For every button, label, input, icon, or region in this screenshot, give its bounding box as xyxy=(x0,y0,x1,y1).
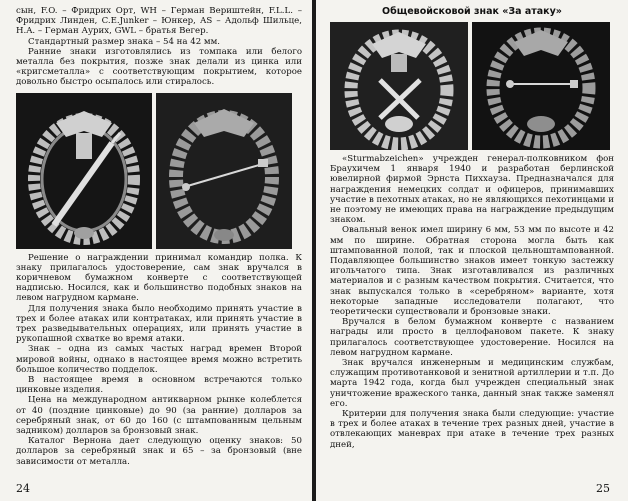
left-paragraph-4: Решение о награждении принимал командир полка. К знаку прилагалось удостоверение, сам знак вручался в коричневом бумажном конверте с соответствующей надписью. Носился, как и большинство подобных знаков на левом нагрудном кармане. xyxy=(16,252,302,304)
left-photos xyxy=(16,93,302,249)
left-paragraph-9: Каталог Вернона дает следующую оценку знаков: 50 долларов за серебряный знак и 65 – за бронзовый (вне зависимости от металла. xyxy=(16,436,302,467)
left-paragraph-2: Стандартный размер знака – 54 на 42 мм. xyxy=(28,36,221,47)
left-top-text xyxy=(16,6,302,88)
section-heading: Общевойсковой знак «За атаку» xyxy=(382,6,562,17)
right-paragraph-5: Критерии для получения знака были следующие: участие в трех и более атаках в течение трех разных дней, участие в отвлекающих маневрах при атаке в течение трех разных дней, xyxy=(330,409,614,450)
left-paragraph-8: Цена на международном антикварном рынке колеблется от 40 (поздние цинковые) до 90 (за ранние) долларов за серебряный знак, от 60 до 160 (с штампованным цельным задником) долларов за бронзовый знак. xyxy=(16,395,302,437)
left-page xyxy=(0,0,312,501)
right-paragraph-2: Овальный венок имел ширину 6 мм, 53 мм по высоте и 42 мм по ширине. Обратная сторона могла быть как штампованной полой, так и плоской цельноштампованной. Подавляющее большинство знаков имеет тонкую застежку игольчатого типа. Знак изготавливался из различных материалов и с разным качеством покрытия. Считается, что знак выпускался только в «серебряном» варианте, хотя некоторые западные исследователи полагают, что теоретически существовали и бронзовые знаки. xyxy=(330,225,614,318)
badge-back-photo xyxy=(156,93,292,249)
assault-badge-back-photo xyxy=(472,22,610,150)
left-paragraph-7: В настоящее время в основном встречаются только цинковые изделия. xyxy=(16,375,302,396)
left-paragraph-6: Знак – одна из самых частых наград времен Второй мировой войны, однако в настоящее время можно встретить большое количество подделок. xyxy=(16,344,302,375)
page-number-left: 24 xyxy=(16,482,30,495)
infantry-badge-front-image xyxy=(16,93,152,249)
right-page xyxy=(316,0,628,501)
left-paragraph-5: Для получения знака было необходимо принять участие в трех и более атаках или контратаках, или принять участие в трех разведывательных операциях, или принять участие в рукопашной схватке во время атаки. xyxy=(16,303,302,345)
left-paragraph-3: Ранние знаки изготовлялись из томпака или белого металла без покрытия, позже знак делали из цинка или «кригсметалла» с соответствующим покрытием, которое довольно быстро осыпалось или стиралось. xyxy=(16,46,302,88)
right-paragraph-1: «Sturmabzeichen» учрежден генерал-полковником фон Браухичем 1 января 1940 и разработан берлинской ювелирной фирмой Эрнста Пиххауза. Предназначался для награждения немецких солдат и офицеров, принимавших участие в пехотных атаках, но не являющихся пехотинцами и не поэтому не имеющих права на награждение предыдущим знаком. xyxy=(330,154,614,226)
right-paragraph-4: Знак вручался инженерным и медицинским службам, служащим противотанковой и зенитной артиллерии и т.п. До марта 1942 года, когда был учрежден специальный знак уничтожение вражеского танка, данный знак также заменял его. xyxy=(330,358,614,409)
assault-badge-front-photo xyxy=(330,22,468,150)
page-number-right: 25 xyxy=(596,482,610,495)
infantry-badge-back-image xyxy=(156,93,292,249)
left-bottom-text xyxy=(16,253,302,467)
right-paragraph-3: Вручался в белом бумажном конверте с названием награды или просто в целлофановом пакете. К знаку прилагалось соответствующее удостоверение. Носился на левом нагрудном кармане. xyxy=(330,317,614,358)
right-text xyxy=(330,154,614,450)
right-photos xyxy=(330,22,614,150)
badge-front-photo xyxy=(16,93,152,249)
assault-badge-back-image xyxy=(472,22,610,150)
assault-badge-front-image xyxy=(330,22,468,150)
left-paragraph-1: сын, F.O. – Фридрих Орт, WH – Герман Вериштейн, F.L.L. – Фридрих Линден, C.E.Junker – Юнкер, AS – Адольф Шильце, H.A. – Герман Аурих, GWL – братья Вегер. xyxy=(16,6,302,37)
